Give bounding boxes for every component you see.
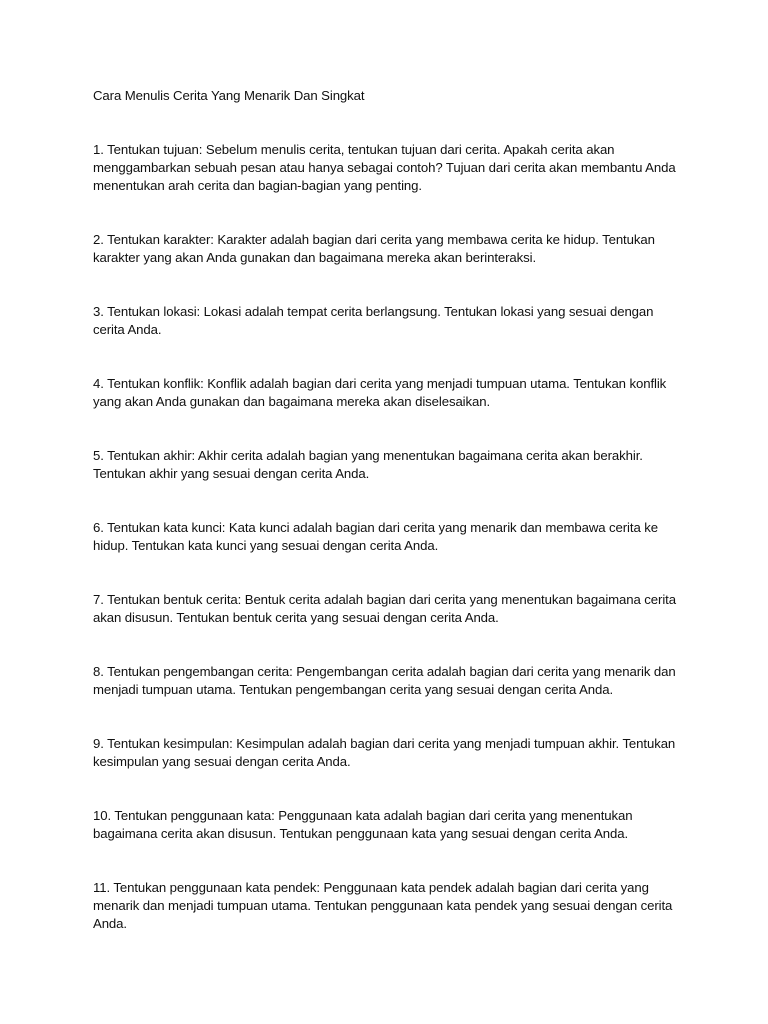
document-title: Cara Menulis Cerita Yang Menarik Dan Singkat <box>93 88 365 103</box>
list-item <box>93 375 683 411</box>
list-item <box>93 807 683 843</box>
paragraph-text: 1. Tentukan tujuan: Sebelum menulis cerita, tentukan tujuan dari cerita. Apakah cerita akan menggambarkan sebuah pesan atau hanya sebagai contoh? Tujuan dari cerita akan membantu Anda menentukan arah cerita dan bagian-bagian yang penting. <box>93 142 676 193</box>
paragraph-text: 4. Tentukan konflik: Konflik adalah bagian dari cerita yang menjadi tumpuan utama. Tentukan konflik yang akan Anda gunakan dan bagaimana mereka akan diselesaikan. <box>93 376 667 409</box>
document-body <box>93 87 683 933</box>
paragraph-text: 6. Tentukan kata kunci: Kata kunci adalah bagian dari cerita yang menarik dan membawa cerita ke hidup. Tentukan kata kunci yang sesuai dengan cerita Anda. <box>93 520 658 553</box>
paragraph-text: 9. Tentukan kesimpulan: Kesimpulan adalah bagian dari cerita yang menjadi tumpuan akhir. Tentukan kesimpulan yang sesuai dengan cerita Anda. <box>93 736 676 769</box>
paragraph-text: 5. Tentukan akhir: Akhir cerita adalah bagian yang menentukan bagaimana cerita akan berakhir. Tentukan akhir yang sesuai dengan cerita Anda. <box>93 448 643 481</box>
paragraph-text: 2. Tentukan karakter: Karakter adalah bagian dari cerita yang membawa cerita ke hidup. Tentukan karakter yang akan Anda gunakan dan bagaimana mereka akan berinteraksi. <box>93 232 655 265</box>
paragraph-list <box>93 141 683 933</box>
list-item <box>93 303 683 339</box>
list-item <box>93 519 683 555</box>
paragraph-text: 3. Tentukan lokasi: Lokasi adalah tempat cerita berlangsung. Tentukan lokasi yang sesuai dengan cerita Anda. <box>93 304 654 337</box>
paragraph-text: 7. Tentukan bentuk cerita: Bentuk cerita adalah bagian dari cerita yang menentukan bagaimana cerita akan disusun. Tentukan bentuk cerita yang sesuai dengan cerita Anda. <box>93 592 676 625</box>
list-item <box>93 231 683 267</box>
paragraph-text: 8. Tentukan pengembangan cerita: Pengembangan cerita adalah bagian dari cerita yang menarik dan menjadi tumpuan utama. Tentukan pengembangan cerita yang sesuai dengan cerita Anda. <box>93 664 676 697</box>
list-item <box>93 735 683 771</box>
list-item <box>93 141 683 195</box>
list-item <box>93 591 683 627</box>
list-item <box>93 663 683 699</box>
list-item <box>93 879 683 933</box>
list-item <box>93 447 683 483</box>
paragraph-text: 11. Tentukan penggunaan kata pendek: Penggunaan kata pendek adalah bagian dari cerita yang menarik dan menjadi tumpuan utama. Tentukan penggunaan kata pendek yang sesuai dengan cerita Anda. <box>93 880 673 931</box>
paragraph-text: 10. Tentukan penggunaan kata: Penggunaan kata adalah bagian dari cerita yang menentukan bagaimana cerita akan disusun. Tentukan penggunaan kata yang sesuai dengan cerita Anda. <box>93 808 633 841</box>
